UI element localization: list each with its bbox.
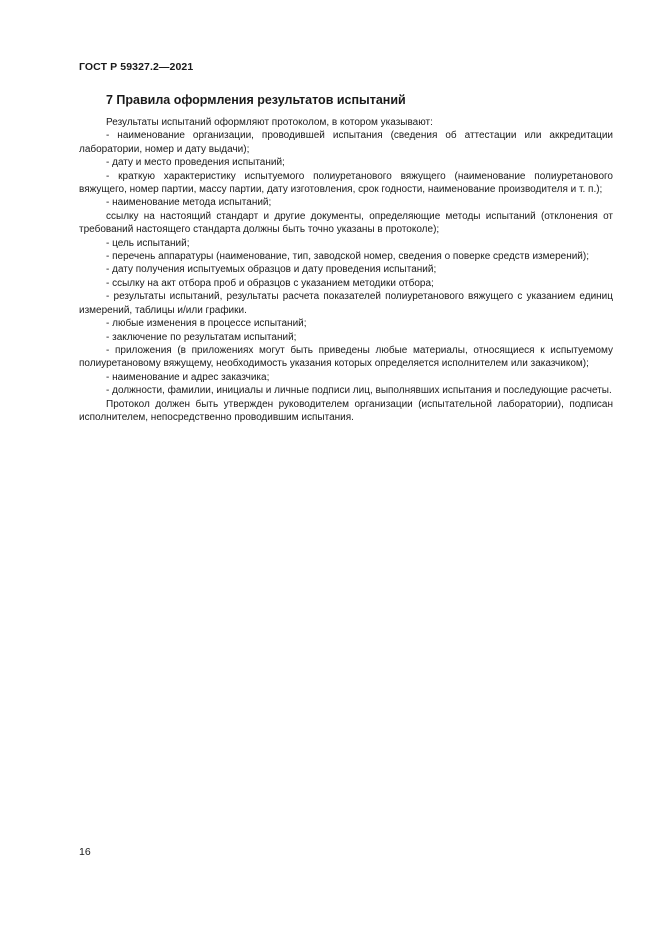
list-item: - краткую характеристику испытуемого полиуретанового вяжущего (наименование полиуретанового вяжущего, номер партии, массу партии, дату изготовления, срок годности, наименование производителя и т. п.); (79, 170, 613, 196)
list-item: - дату и место проведения испытаний; (106, 157, 285, 169)
list-item: - любые изменения в процессе испытаний; (106, 318, 307, 330)
list-item: - наименование и адрес заказчика; (106, 371, 270, 383)
list-item: - перечень аппаратуры (наименование, тип, заводской номер, сведения о поверке средств измерений); (106, 251, 589, 263)
list-item: - дату получения испытуемых образцов и дату проведения испытаний; (106, 264, 437, 276)
document-code: ГОСТ Р 59327.2—2021 (79, 61, 194, 73)
paragraph: Результаты испытаний оформляют протоколом, в котором указывают: (106, 117, 433, 128)
paragraph: Протокол должен быть утвержден руководителем организации (испытательной лаборатории), подписан исполнителем, непосредственно проводившим испытания. (79, 398, 613, 423)
list-item: - заключение по результатам испытаний; (106, 331, 297, 343)
section-title: 7 Правила оформления результатов испытаний (106, 93, 406, 107)
list-item: - приложения (в приложениях могут быть приведены любые материалы, относящиеся к испытуемому полиуретановому вяжущему, необходимость указания которых определяется исполнителем или заказчиком); (79, 344, 613, 370)
list-item: - ссылку на акт отбора проб и образцов с указанием методики отбора; (106, 277, 434, 289)
list-item: - наименование метода испытаний; (106, 197, 272, 209)
list-item: - цель испытаний; (106, 237, 190, 249)
list-item: - наименование организации, проводившей испытания (сведения об аттестации или аккредитации лаборатории, номер и дату выдачи); (79, 130, 613, 155)
page-number: 16 (79, 846, 91, 858)
list-item: - результаты испытаний, результаты расчета показателей полиуретанового вяжущего с указанием единиц измерений, таблицы и/или графики. (79, 291, 613, 316)
body-text (79, 116, 613, 424)
list-item: - должности, фамилии, инициалы и личные подписи лиц, выполнявших испытания и последующие расчеты. (106, 385, 612, 397)
list-item: ссылку на настоящий стандарт и другие документы, определяющие методы испытаний (отклонения от требований настоящего стандарта должны быть точно указаны в протоколе); (79, 210, 613, 236)
